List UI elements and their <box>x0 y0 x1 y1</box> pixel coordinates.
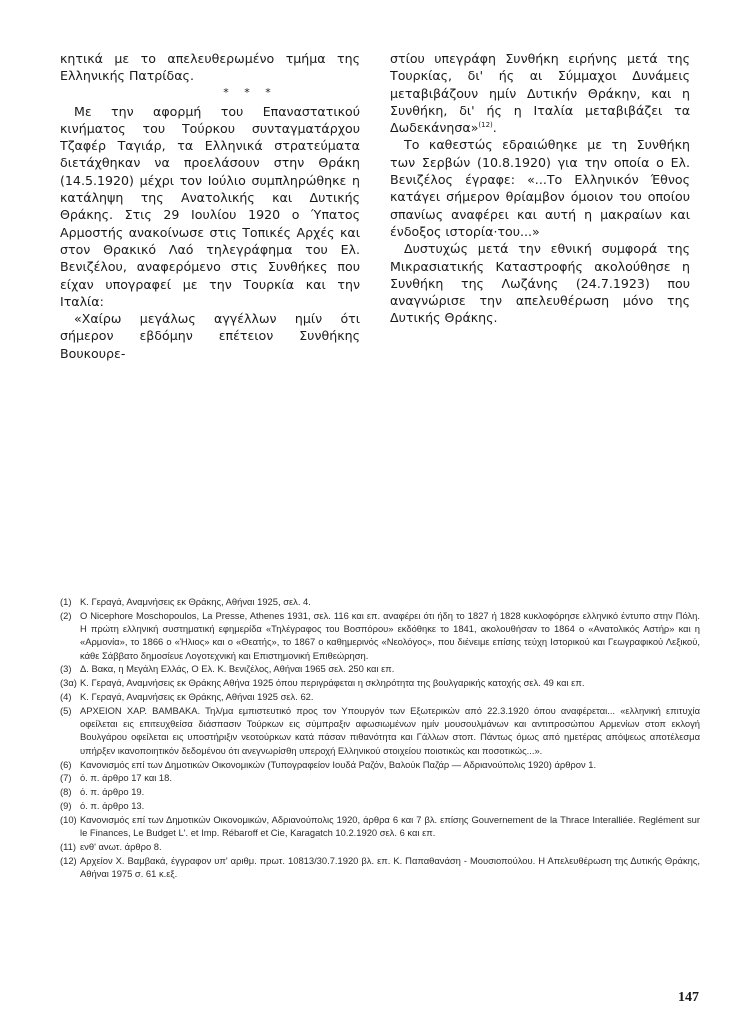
footnote <box>60 676 700 689</box>
footnote-text: ό. π. άρθρο 13. <box>80 799 145 811</box>
paragraph: Με την αφορμή του Επαναστατικού κινήματος του Τούρκου συνταγματάρχου Τζαφέρ Ταγιάρ, τα Ελληνικά στρατεύματα διετάχθηκαν να προελάσουν στην Θράκη (14.5.1920) μέχρι τον Ιούλιο συμπληρώθηκε η κατάληψη της Ανατολικής και Δυτικής Θράκης. Στις 29 Ιουλίου 1920 ο Ύπατος Αρμοστής ανακοίνωσε στις Τοπικές Αρχές και στον Θρακικό Λαό τηλεγράφημα του Ελ. Βενιζέλου, αναφερόμενο στις Συνθήκες που είχαν υπογραφεί με την Τουρκία και την Ιταλία: <box>60 103 360 309</box>
footnote-number: (10) <box>60 813 77 825</box>
footnote <box>60 609 700 662</box>
footnote <box>60 840 700 853</box>
footnote <box>60 785 700 798</box>
footnote-text: ΑΡΧΕΙΟΝ ΧΑΡ. ΒΑΜΒΑΚΑ. Τηλ/μα εμπιστευτικό προς τον Υπουργόν των Εξωτερικών από 22.3.1920 όπου αναφέρεται... «ελληνική επιτυχία οφείλεται εις επιτευχθείσα διάσπασιν Τούρκων εις σύμπραξιν αφωσιωμένων ημίν μουσουλμάνων και αντιπροσώπου Αρμενίων στοπ εκλογή Βουλγάρου οφείλεται εις υποστήριξιν νεοτούρκων κατά πάσαν πιθανότητα και Γάλλων στοπ. Πάντως όμως από ημετέρας απόψεως αποτέλεσμα υπήρξεν ικανοποιητικόν δεδομένου ότι ανεγνωρίσθη υπεροχή Ελληνικού στοιχείου ποιοτικώς και ποσοτικώς...». <box>80 704 700 756</box>
paragraph: Δυστυχώς μετά την εθνική συμφορά της Μικρασιατικής Καταστροφής ακολούθησε η Συνθήκη της Λωζάνης (24.7.1923) που αναγνώρισε την απελευθέρωση μόνο της Δυτικής Θράκης. <box>390 241 690 326</box>
footnote <box>60 758 700 771</box>
footnote-number: (4) <box>60 691 72 703</box>
footnote-number: (3α) <box>60 677 77 689</box>
footnote <box>60 771 700 784</box>
section-separator: * * * <box>223 85 277 99</box>
footnote <box>60 813 700 840</box>
paragraph: «Χαίρω μεγάλως αγγέλλων ημίν ότι σήμερον εβδόμην επέτειον Συνθήκης Βουκουρε- <box>60 311 360 361</box>
footnote-number: (9) <box>60 799 72 811</box>
footnote-text: Κανονισμός επί των Δημοτικών Οικονομικών (Τυπογραφείον Ιουδά Ραζόν, Βαλούκ Παζάρ — Αδριανούπολις 1920) άρθρον 1. <box>80 758 597 770</box>
footnote <box>60 690 700 703</box>
footnote-number: (12) <box>60 854 77 866</box>
footnote-text: ό. π. άρθρο 17 και 18. <box>80 772 172 784</box>
footnote-text: ενθ' ανωτ. άρθρο 8. <box>80 840 162 852</box>
footnote-text: Δ. Βακα, η Μεγάλη Ελλάς, Ο Ελ. Κ. Βενιζέλος, Αθήναι 1965 σελ. 250 και επ. <box>80 663 395 675</box>
paragraph: κητικά με το απελευθερωμένο τμήμα της Ελληνικής Πατρίδας. <box>60 51 360 84</box>
paragraph: Το καθεστώς εδραιώθηκε με τη Συνθήκη των Σερβών (10.8.1920) για την οποία ο Ελ. Βενιζέλος έγραφε: «...Το Ελληνικόν Έθνος κατάγει σήμερον θρίαμβον όμοιον του οποίου σπανίως αναφέρει και αυτή η μακραίων και ένδοξος ιστορία·του...» <box>390 137 690 239</box>
footnote-number: (8) <box>60 786 72 798</box>
footnote-text: ό. π. άρθρο 19. <box>80 786 145 798</box>
footnote-number: (7) <box>60 772 72 784</box>
footnote-number: (6) <box>60 758 72 770</box>
footnote <box>60 799 700 812</box>
left-column <box>60 50 360 362</box>
footnote-text: Ο Nicephore Moschopoulos, La Presse, Athenes 1931, σελ. 116 και επ. αναφέρει ότι ήδη το 1827 ή 1828 κυκλοφόρησε ελληνικό έντυπο στην Πόλη. Η πρώτη ελληνική συστηματική εφημερίδα «Τηλέγραφος του Βοσπόρου» εκδόθηκε το 1841, ακολουθήσαν το 1864 ο «Ανατολικός Αστήρ» και η «Αρμονία», το 1866 ο «Ήλιος» και ο «Θεατής», το 1867 ο καθημερινός «Νεολόγος», που διένειμε επίσης τεύχη Ιστορικού και Γεωγραφικού Λεξικού, κάθε Σάββατο δημοσίευε Λογοτεχνική και Επιστημονική Επιθεώρηση. <box>80 609 700 661</box>
footnote-number: (3) <box>60 663 72 675</box>
right-column <box>390 50 690 327</box>
footnote-text: Κανονισμός επί των Δημοτικών Οικονομικών, Αδριανούπολις 1920, άρθρα 6 και 7 βλ. επίσης Gouvernement de la Thrace Interalliée. Reglément sur le Finances, Le Budget L'. et Imp. Rébaroff et Cie, Karagatch 10.2.1920 σελ. 6 και επ. <box>80 813 700 839</box>
page-number: 147 <box>678 990 699 1005</box>
footnote-text: Κ. Γεραγά, Αναμνήσεις εκ Θράκης, Αθήναι 1925, σελ. 4. <box>80 596 311 607</box>
footnote-number: (11) <box>60 840 76 852</box>
footnote <box>60 662 700 675</box>
footnote-text: Αρχείον Χ. Βαμβακά, έγγραφον υπ' αριθμ. πρωτ. 10813/30.7.1920 βλ. επ. Κ. Παπαθανάση - Μουσιοπούλου. Η Απελευθέρωση της Δυτικής Θράκης, Αθήναι 1975 σ. 61 κ.εξ. <box>80 854 700 879</box>
footnote <box>60 704 700 757</box>
footnote-number: (1) <box>60 596 72 607</box>
paragraph <box>390 50 690 136</box>
footnote-number: (5) <box>60 704 72 716</box>
paragraph-text: στίου υπεγράφη Συνθήκη ειρήνης μετά της Τουρκίας, δι' ής αι Σύμμαχοι Δυνάμεις μεταβιβάζουν ημίν Δυτικήν Θράκην, και η Συνθήκη, δι' ής η Ιταλία μεταβιβάζει τα Δωδεκάνησα» <box>390 51 690 136</box>
footnote <box>60 854 700 881</box>
footnote <box>60 595 700 608</box>
footnote-text: Κ. Γεραγά, Αναμνήσεις εκ Θράκης, Αθήναι 1925 σελ. 62. <box>80 691 314 703</box>
footnote-text: Κ. Γεραγά, Αναμνήσεις εκ Θράκης Αθήνα 1925 όπου περιγράφεται η σκληρότητα της βουλγαρικής κατοχής σελ. 49 και επ. <box>80 677 585 689</box>
footnote-reference: (12) <box>478 121 493 129</box>
footnote-number: (2) <box>60 609 72 621</box>
footnotes <box>60 595 700 881</box>
paragraph-end: . <box>492 120 497 136</box>
